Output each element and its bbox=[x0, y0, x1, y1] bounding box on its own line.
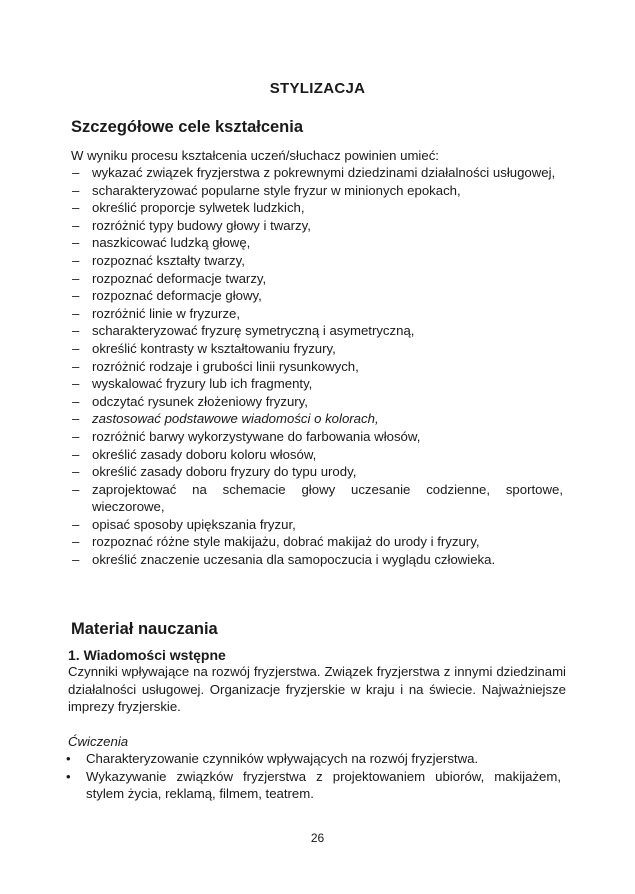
list-item: – rozróżnić barwy wykorzystywane do farbowania włosów, bbox=[72, 428, 421, 444]
list-item: – zastosować podstawowe wiadomości o kolorach, bbox=[72, 411, 379, 427]
list-item: – wykazać związek fryzjerstwa z pokrewnymi dziedzinami działalności usługowej, bbox=[72, 165, 556, 180]
list-item: – rozpoznać deformacje głowy, bbox=[72, 288, 262, 304]
page-number: 26 bbox=[310, 831, 325, 845]
list-item: – scharakteryzować fryzurę symetryczną i asymetryczną, bbox=[72, 323, 415, 339]
list-item: – określić znaczenie uczesania dla samopoczucia i wyglądu człowieka. bbox=[72, 552, 496, 568]
goals-intro: W wyniku procesu kształcenia uczeń/słuchacz powinien umieć: bbox=[71, 148, 439, 163]
intro-paragraph: Czynniki wpływające na rozwój fryzjerstwa. Związek fryzjerstwa z innymi dziedzinami działalności usługowej. Organizacje fryzjerskie w kraju i na świecie. Najważniejsze imprezy fryzjerskie. bbox=[68, 664, 566, 714]
list-item: – określić kontrasty w kształtowaniu fryzury, bbox=[72, 340, 336, 356]
list-item: – rozpoznać kształty twarzy, bbox=[72, 252, 245, 268]
list-item: – rozróżnić linie w fryzurze, bbox=[72, 305, 241, 321]
list-item: – opisać sposoby upiększania fryzur, bbox=[72, 516, 296, 532]
list-item: – określić zasady doboru fryzury do typu urody, bbox=[72, 464, 357, 480]
list-item: • Wykazywanie związków fryzjerstwa z projektowaniem ubiorów, makijażem, stylem życia, reklamą, filmem, teatrem. bbox=[66, 768, 561, 801]
goals-list bbox=[71, 164, 563, 569]
list-item: – zaprojektować na schemacie głowy uczesanie codzienne, sportowe, wieczorowe, bbox=[72, 481, 563, 515]
subsection-heading: 1. Wiadomości wstępne bbox=[68, 647, 226, 663]
exercises-label: Ćwiczenia bbox=[68, 734, 129, 749]
list-item: – określić zasady doboru koloru włosów, bbox=[72, 446, 317, 462]
list-item: – określić proporcje sylwetek ludzkich, bbox=[72, 200, 305, 216]
list-item: – rozpoznać różne style makijażu, dobrać makijaż do urody i fryzury, bbox=[72, 534, 480, 550]
list-item: – scharakteryzować popularne style fryzur w minionych epokach, bbox=[72, 182, 461, 198]
list-item: • Charakteryzowanie czynników wpływających na rozwój fryzjerstwa. bbox=[66, 751, 479, 766]
section-heading-goals: Szczegółowe cele kształcenia bbox=[71, 118, 304, 136]
list-item: – odczytać rysunek złożeniowy fryzury, bbox=[72, 393, 308, 409]
page-title: STYLIZACJA bbox=[269, 80, 366, 97]
list-item: – naszkicować ludzką głowę, bbox=[72, 235, 251, 251]
list-item: – rozróżnić rodzaje i grubości linii rysunkowych, bbox=[72, 358, 359, 374]
list-item: – rozpoznać deformacje twarzy, bbox=[72, 270, 267, 286]
list-item: – wyskalować fryzury lub ich fragmenty, bbox=[72, 376, 313, 392]
section-heading-material: Materiał nauczania bbox=[71, 620, 218, 638]
list-item: – rozróżnić typy budowy głowy i twarzy, bbox=[72, 217, 311, 233]
exercises-list bbox=[64, 750, 561, 803]
